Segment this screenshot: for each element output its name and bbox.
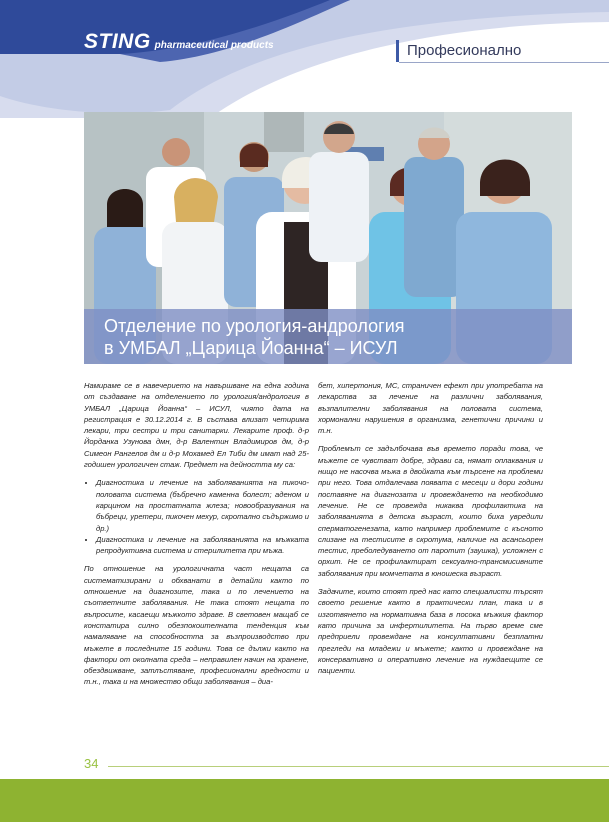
paragraph: Задачите, които стоят пред нас като специалисти търсят своето решение както в практически план, така и в изготвянето на нормативна база в посока мъжкия фактор като причина за инфертилитета. На първо време сме предприели провеждане на консултативни безплатни прегледи на младежи и мъжете; както и провеждане на консервативно и оперативно лечение на нуждаещите се пациенти. (318, 587, 543, 676)
footer-rule (108, 766, 609, 767)
text-column-left (84, 380, 309, 695)
list-item: • Диагностика и лечение на заболяванията на пикочо-половата система (бъбречно каменна болест; аденом и карцином на простатната жлеза; новообразувания на бъбреци, уретери, пикочен мехур, скротално съдържимо и др.) (96, 477, 309, 533)
footer-band (0, 779, 609, 822)
paragraph: бет, хипертония, МС, страничен ефект при употребата на лекарства за лечение на различни заболявания, възпалителни заболявания на половата система, хормонални нарушения в организма, генетични причини и т.н. (318, 381, 543, 436)
paragraph: По отношение на урологичната част нещата са систематизирани и обхванати в детайли както по отношение на диагнозите, така и по лечението на съответните заболявания. Не така стоят нещата по въпросите, касаещи мъжкото здраве. В световен мащаб се констатира силно обезпокоителната тенденция към намаляване на способността за възпроизводство при мъжете в последните 15 години. Това се дължи както на фактори от околната среда – неправилен начин на хранене, обездвижване, затлъстяване, професионални вредности и т.н., така и на множество общи заболявания – диа- (84, 564, 309, 687)
text-column-right (318, 380, 543, 683)
article-title-line2: в УМБАЛ „Царица Йоанна“ – ИСУЛ (104, 338, 398, 358)
brand-tagline: pharmaceutical products (154, 40, 274, 51)
paragraph: Намираме се в навечерието на навършване на една година от създаване на отделението по урология/андрология в УМБАЛ „Царица Йоанна“ – ИСУЛ, чиято дата на регистрация е 30.12.2014 г. В състава влизат четирима лекари, три сестри и три санитарки. Лекарите проф. д-р Йорданка Узунова дмн, д-р Валентин Владимиров дм, д-р Симеон Рангелов дм и д-р Мохамед Ел Тиби дм имат над 25-годишен урологичен стаж. Предмет на дейността му са: (84, 381, 309, 470)
section-rule (399, 62, 609, 63)
brand-header (84, 30, 274, 54)
brand-logo: STING (84, 30, 151, 53)
list-item: • Диагностика и лечение на заболяванията на мъжката репродуктивна система и стерилитета при мъжа. (96, 534, 309, 557)
team-photo (84, 112, 572, 364)
section-label: Професионално (396, 40, 609, 62)
page-number: 34 (84, 756, 99, 771)
activity-list (84, 477, 309, 556)
article-title (104, 315, 564, 359)
article-title-line1: Отделение по урология-андрология (104, 316, 405, 336)
paragraph: Проблемът се задълбочава във времето поради това, че мъжете се чувстват добре, здрави са, нямат оплаквания и нищо не насочва мъжа в двойката към търсене на проблеми при него. Това отдалечава появата с месеци и дори години поставяне на диагнозата и провеждането на необходимо лечение. Не се провежда никаква профилактика на заболяванията в детска възраст, които биха увредили сперматогенезата, като например проблемите с късното слизане на тестисите в скротума, наличие на асансьорен тестис, преболедуването от паротит (заушка), усложнен с орхит. Не се профилактират сексуално-трансмисивните заболявания при момчетата в юношеска възраст. (318, 444, 543, 578)
